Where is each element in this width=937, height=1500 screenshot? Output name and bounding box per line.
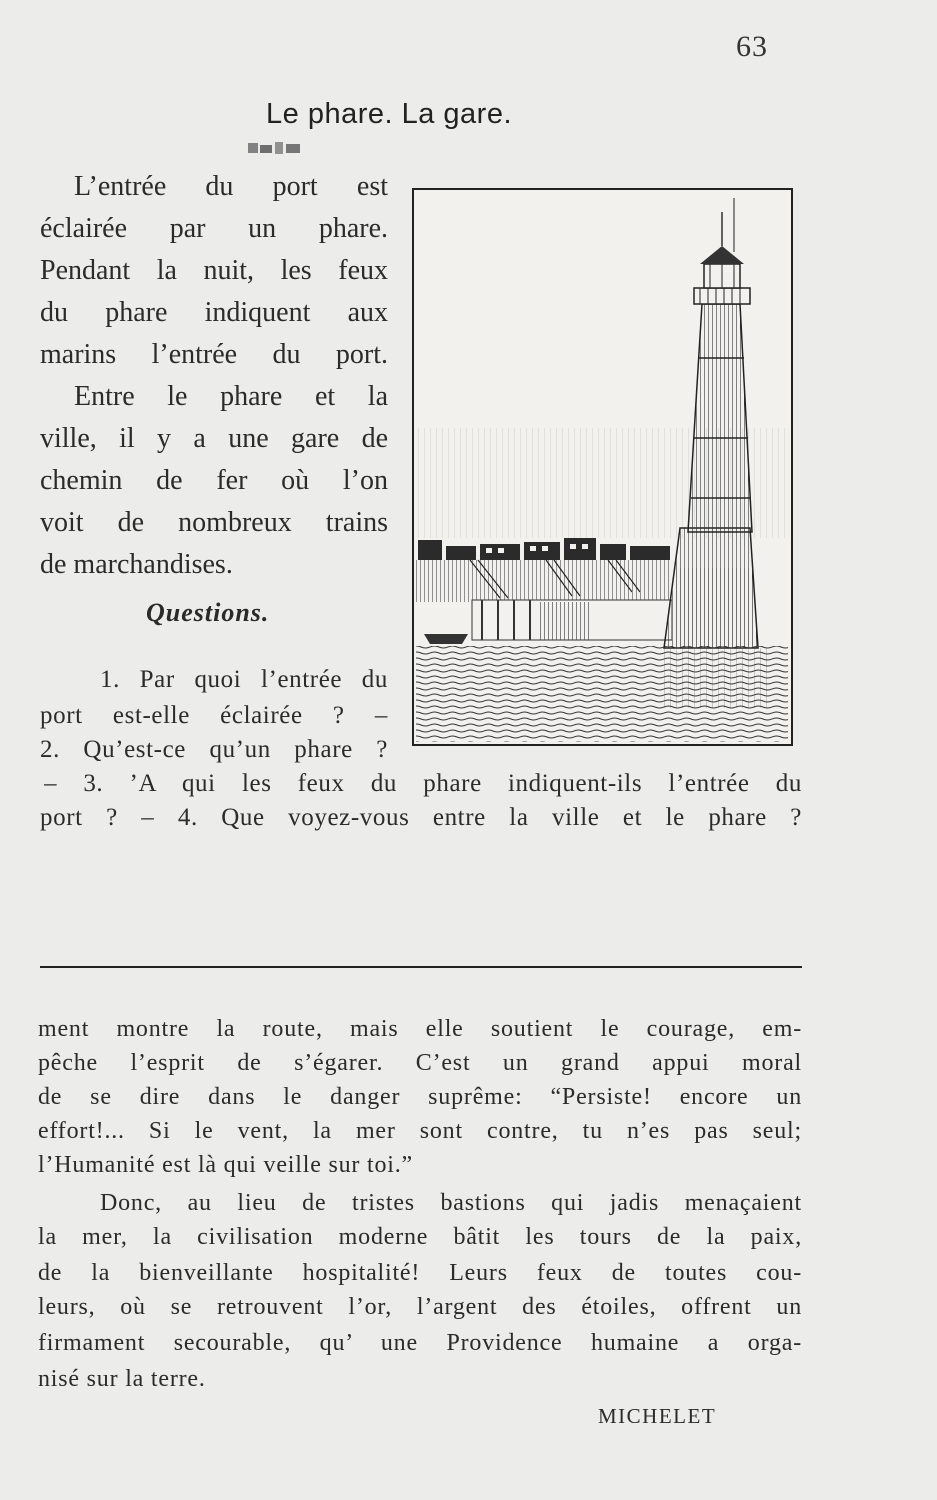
reading-line: chemin de fer où l’on: [40, 465, 388, 496]
excerpt-line: leurs, où se retrouvent l’or, l’argent des étoiles, offrent un: [38, 1294, 802, 1320]
reading-line: L’entrée du port est: [74, 171, 388, 202]
excerpt-line: nisé sur la terre.: [38, 1366, 206, 1392]
reading-line: de marchandises.: [40, 549, 233, 580]
excerpt-line: firmament secourable, qu’ une Providence humaine a orga-: [38, 1330, 802, 1356]
excerpt-line: ment montre la route, mais elle soutient le courage, em-: [38, 1016, 802, 1042]
reading-line: du phare indiquent aux: [40, 297, 388, 328]
questions-heading: Questions.: [146, 598, 270, 627]
excerpt-line: de la bienveillante hospitalité! Leurs feux de toutes cou-: [38, 1260, 802, 1286]
excerpt-line: la mer, la civilisation moderne bâtit les tours de la paix,: [38, 1224, 802, 1250]
question-line: 2. Qu’est-ce qu’un phare ?: [40, 736, 388, 763]
lighthouse-illustration: [412, 188, 793, 746]
question-line: – 3. ’A qui les feux du phare indiquent-ils l’entrée du: [44, 770, 802, 797]
excerpt-line: effort!... Si le vent, la mer sont contre, tu n’es pas seul;: [38, 1118, 802, 1144]
reading-line: voit de nombreux trains: [40, 507, 388, 538]
excerpt-line: de se dire dans le danger suprême: “Persiste! encore un: [38, 1084, 802, 1110]
reading-line: éclairée par un phare.: [40, 213, 388, 244]
excerpt-line: pêche l’esprit de s’égarer. C’est un grand appui moral: [38, 1050, 802, 1076]
reading-line: marins l’entrée du port.: [40, 339, 388, 370]
section-divider: [40, 966, 802, 968]
author-signature: MICHELET: [598, 1404, 717, 1428]
question-line: 1. Par quoi l’entrée du: [100, 666, 388, 693]
reading-line: ville, il y a une gare de: [40, 423, 388, 454]
page-title: Le phare. La gare.: [266, 98, 513, 130]
question-line: port ? – 4. Que voyez-vous entre la ville et le phare ?: [40, 804, 802, 831]
ink-smudge-icon: [246, 140, 302, 158]
excerpt-line: l’Humanité est là qui veille sur toi.”: [38, 1152, 413, 1178]
excerpt-line: Donc, au lieu de tristes bastions qui jadis menaçaient: [100, 1190, 802, 1216]
reading-line: Pendant la nuit, les feux: [40, 255, 388, 286]
page-number: 63: [736, 30, 768, 63]
question-line: port est-elle éclairée ? –: [40, 702, 388, 729]
reading-line: Entre le phare et la: [74, 381, 388, 412]
